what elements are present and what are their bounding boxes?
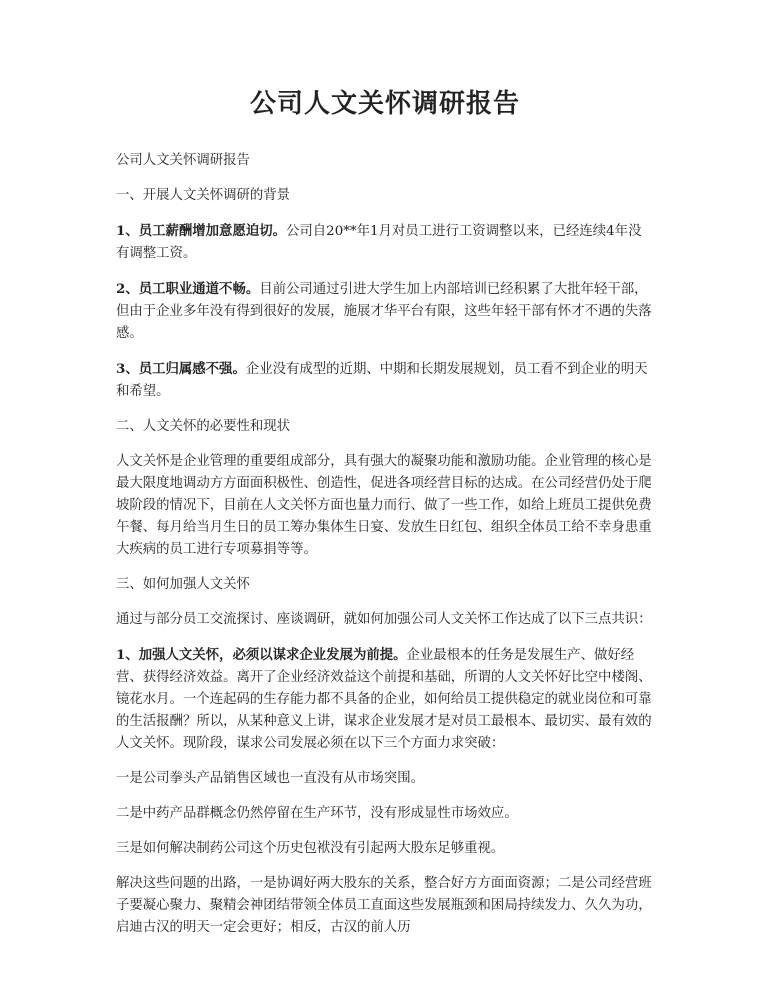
paragraph [116, 278, 654, 345]
paragraph-text: 目前公司通过引进大学生加上内部培训已经积累了大批年轻干部，但由于企业多年没有得到很好的发展，施展才华平台有限，这些年轻干部有怀才不遇的失落感。 [116, 282, 652, 341]
paragraph [116, 574, 654, 596]
paragraph [116, 609, 654, 631]
paragraph-heading: 2、员工职业通道不畅。 [116, 281, 260, 297]
paragraph-heading: 3、员工归属感不强。 [116, 361, 246, 377]
document-title: 公司人文关怀调研报告 [249, 89, 520, 119]
paragraph-text: 一是公司拳头产品销售区域也一直没有从市场突围。 [116, 771, 424, 786]
paragraph-text: 二是中药产品群概念仍然停留在生产环节，没有形成显性市场效应。 [116, 806, 518, 821]
paragraph [116, 644, 654, 755]
paragraph [116, 150, 654, 172]
paragraph-heading: 1、加强人文关怀，必须以谋求企业发展为前提。 [116, 647, 407, 663]
paragraph [116, 803, 654, 825]
paragraph [116, 838, 654, 860]
paragraph-text: 企业最根本的任务是发展生产、做好经营、获得经济效益。离开了企业经济效益这个前提和基础，所谓的人文关怀好比空中楼阁、镜花水月。一个连起码的生存能力都不具备的企业，如何给员工提供稳定的就业岗位和可靠的生活报酬？所以，从某种意义上讲，谋求企业发展才是对员工最根本、最切实、最有效的人文关怀。现阶段，谋求公司发展必须在以下三个方面力求突破： [116, 648, 652, 751]
paragraph [116, 451, 654, 561]
paragraph [116, 768, 654, 790]
paragraph [116, 416, 654, 438]
paragraph-heading: 1、员工薪酬增加意愿迫切。 [116, 223, 287, 239]
paragraph-text: 三、如何加强人文关怀 [116, 577, 250, 592]
document-body [116, 150, 654, 939]
paragraph-text: 人文关怀是企业管理的重要组成部分，具有强大的凝聚功能和激励功能。企业管理的核心是最大限度地调动方方面面积极性、创造性，促进各项经营目标的达成。在公司经营仍处于爬坡阶段的情况下，目前在人文关怀方面也量力而行、做了一些工作，如给上班员工提供免费午餐、每月给当月生日的员工筹办集体生日宴、发放生日红包、组织全体员工给不幸身患重大疾病的员工进行专项募捐等等。 [116, 454, 652, 557]
paragraph-text: 通过与部分员工交流探讨、座谈调研，就如何加强公司人文关怀工作达成了以下三点共识： [116, 612, 652, 627]
paragraph-text: 一、开展人文关怀调研的背景 [116, 188, 291, 203]
paragraph-text: 公司自20**年1月对员工进行工资调整以来，已经连续4年没有调整工资。 [116, 224, 642, 261]
paragraph-text: 公司人文关怀调研报告 [116, 153, 250, 168]
paragraph-text: 解决这些问题的出路，一是协调好两大股东的关系，整合好方方面面资源；二是公司经营班子要凝心聚力、聚精会神团结带领全体员工直面这些发展瓶颈和困局持续发力、久久为功，启迪古汉的明天一定会更好；相反，古汉的前人历 [116, 876, 652, 935]
paragraph [116, 185, 654, 207]
paragraph [116, 220, 654, 265]
paragraph-text: 三是如何解决制药公司这个历史包袱没有引起两大股东足够重视。 [116, 841, 505, 856]
paragraph [116, 358, 654, 403]
paragraph [116, 873, 654, 939]
paragraph-text: 企业没有成型的近期、中期和长期发展规划，员工看不到企业的明天和希望。 [116, 362, 648, 399]
paragraph-text: 二、人文关怀的必要性和现状 [116, 419, 291, 434]
